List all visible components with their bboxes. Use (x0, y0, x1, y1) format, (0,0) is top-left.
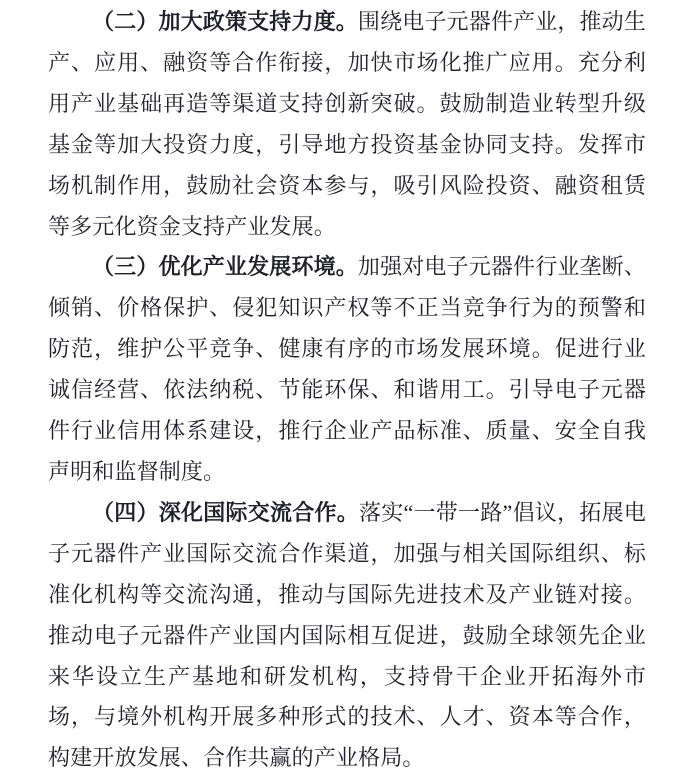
paragraph-heading: （二）加大政策支持力度。 (92, 9, 358, 34)
paragraph-heading: （三）优化产业发展环境。 (92, 254, 358, 280)
paragraph-body: 围绕电子元器件产业，推动生产、应用、融资等合作衔接，加快市场化推广应用。充分利用产业基础再造等渠道支持创新突破。鼓励制造业转型升级基金等加大投资力度，引导地方投资基金协同支持。发挥市场机制作用，鼓励社会资本参与，吸引风险投资、融资租赁等多元化资金支持产业发展。 (48, 9, 646, 239)
paragraph-body: 落实“一带一路”倡议，拓展电子元器件产业国际交流合作渠道，加强与相关国际组织、标准化机构等交流沟通，推动与国际先进技术及产业链对接。推动电子元器件产业国内国际相互促进，鼓励全球领先企业来华设立生产基地和研发机构，支持骨干企业开拓海外市场，与境外机构开展多种形式的技术、人才、资本等合作，构建开放发展、合作共赢的产业格局。 (48, 499, 646, 771)
paragraph-policy-support (48, 2, 646, 247)
paragraph-international-cooperation (48, 493, 646, 778)
paragraph-industry-environment (48, 247, 646, 492)
document-text-block (48, 2, 646, 778)
paragraph-heading: （四）深化国际交流合作。 (92, 499, 360, 525)
paragraph-body: 加强对电子元器件行业垄断、倾销、价格保护、侵犯知识产权等不正当竞争行为的预警和防范，维护公平竞争、健康有序的市场发展环境。促进行业诚信经营、依法纳税、节能环保、和谐用工。引导电子元器件行业信用体系建设，推行企业产品标准、质量、安全自我声明和监督制度。 (48, 254, 646, 484)
